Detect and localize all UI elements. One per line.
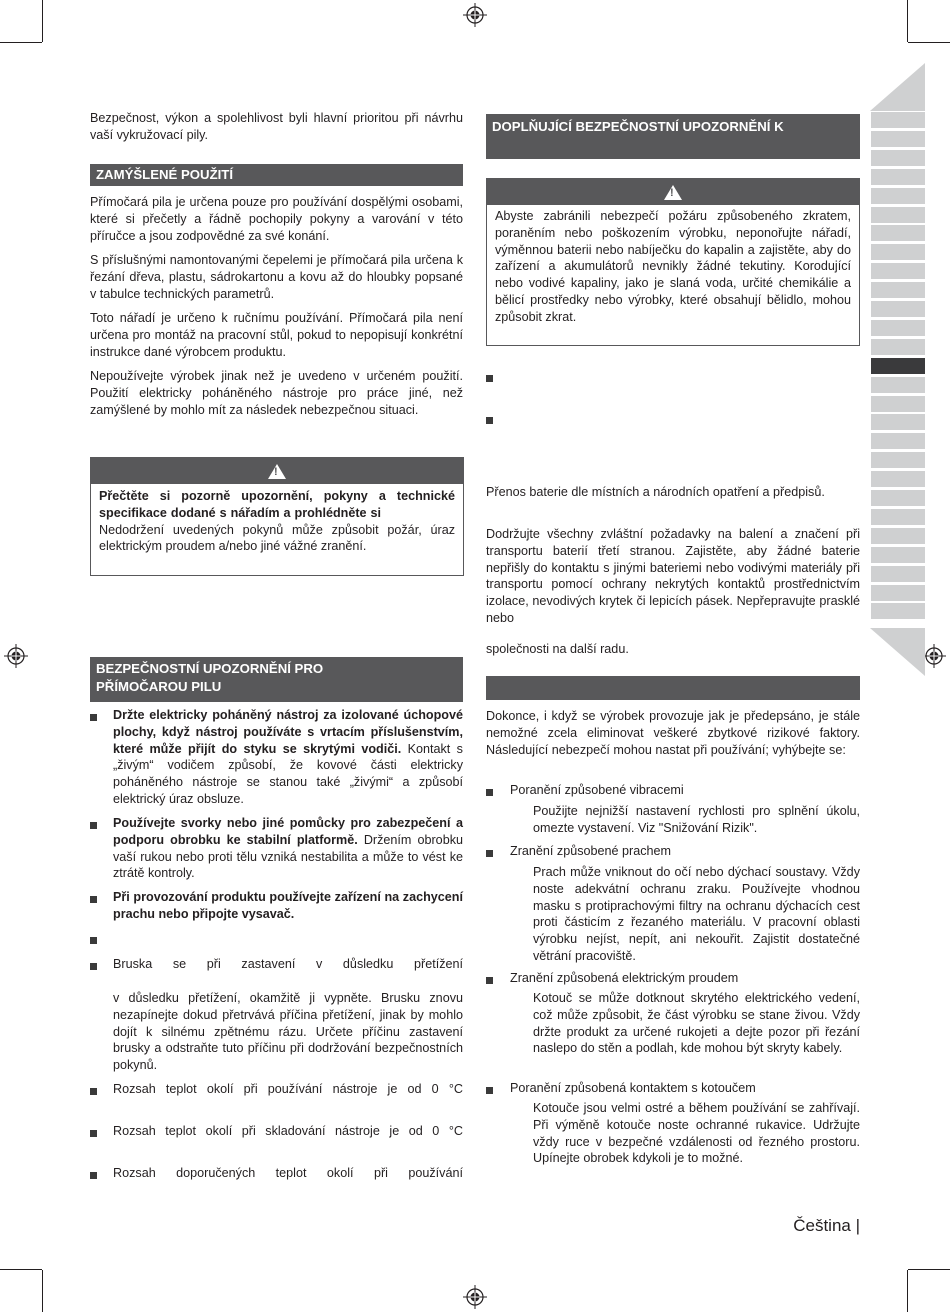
risk-title: Poranění způsobená kontaktem s kotoučem (510, 1081, 756, 1095)
jigsaw-bullet-5-continued: v důsledku přetížení, okamžitě ji vypněte. Brusku znovu nezapínejte dokud přetrvává příčina přetížení, jinak by mohlo dojít k silnému zpětnému rázu. Určete příčinu zastavení brusky a odstraňte tuto příčinu při dodržování bezpečnostních pokynů. (113, 991, 463, 1073)
warning-bar (91, 458, 463, 484)
language-tab (871, 566, 925, 582)
transport-paragraph: Dodržujte všechny zvláštní požadavky na balení a značení při transportu baterií třetí stranou. Zajistěte, aby žádné baterie nepřišly do kontaktu s jinými bateriemi nebo vodivými materiály při transportu pomocí ochrany nekrytých kontaktů prostřednictvím izolace, nevodivých krytek či lepicích pásek. Nepřepravujte prasklé nebo (486, 527, 860, 625)
intended-use-paragraph: S příslušnými namontovanými čepelemi je přímočará pila určena k řezání dřeva, plastu, sádrokartonu a kovu až do hloubky popsané v tabulce technických parametrů. (90, 253, 463, 301)
language-tab (871, 603, 925, 619)
bullet-bold: Držte elektricky poháněný nástroj za izolované úchopové plochy, když nástroj používáte s vrtacím příslušenstvím, které může přijít do styku se skrytými vodiči. (113, 708, 463, 756)
language-tab (871, 547, 925, 563)
warning-box (486, 178, 860, 346)
jigsaw-bullet-2 (113, 815, 463, 882)
language-tab (871, 301, 925, 317)
crop-mark (908, 42, 950, 43)
language-tab (871, 528, 925, 544)
warning-box (90, 457, 464, 576)
language-tab (871, 509, 925, 525)
language-tab (871, 585, 925, 601)
language-tab (871, 377, 925, 393)
warning-bar (487, 179, 859, 205)
intended-use-heading: ZAMÝŠLENÉ POUŽITÍ (90, 164, 463, 186)
transport-paragraph: společnosti na další radu. (486, 642, 629, 656)
risk-title: Zranění způsobená elektrickým proudem (510, 971, 739, 985)
registration-mark-icon (463, 1285, 487, 1309)
bullet-icon (486, 1087, 493, 1094)
risk-text: Prach může vniknout do očí nebo dýchací soustavy. Vždy noste adekvátní ochranu zraku. Používejte vhodnou masku s protiprachovými filtry na ochranu dýchacích cest proti částicím z řezaného materiálu. V pracovní oblasti výrobku nejíst, nepít, ani nekouřit. Zajistit dostatečné větrání pracoviště. (533, 865, 860, 963)
crop-mark (42, 1270, 43, 1312)
bullet-icon (486, 375, 493, 382)
warning-text: Abyste zabránili nebezpečí požáru způsobeného zkratem, poraněním nebo poškozením výrobku, neponořujte nářadí, výměnnou baterii nebo nabíječku do kapalin a zajistěte, aby do zařízení a akumulátorů nevnikly žádné tekutiny. Korodující nebo vodivé kapaliny, jako je slaná voda, určité chemikálie a bělicí prostředky nebo výrobky, které obsahují bělidlo, mohou způsobit zkrat. (495, 209, 851, 324)
language-tab-active (871, 358, 925, 374)
bullet-text: Kontakt s „živým“ vodičem způsobí, že kovové části elektricky poháněného nástroje se stanou také „živými“ a způsobí elektrický úraz obsluze. (113, 741, 463, 806)
jigsaw-bullet-8: Rozsah doporučených teplot okolí při používání (113, 1166, 463, 1180)
risk-title: Zranění způsobené prachem (510, 844, 672, 858)
intro-text: Bezpečnost, výkon a spolehlivost byli hlavní prioritou při návrhu vaší vykružovací pily. (90, 111, 463, 142)
language-tab (871, 396, 925, 412)
bullet-icon (486, 977, 493, 984)
risk-text: Použijte nejnižší nastavení rychlosti pro splnění úkolu, omezte vystavení. Viz "Snižování Rizik". (533, 804, 860, 835)
jigsaw-bullet-1 (113, 707, 463, 808)
bullet-text: Držením obrobku vaší rukou nebo proti tělu vzniká nestabilita a může to vést ke ztrátě kontroly. (113, 832, 463, 881)
registration-mark-icon (463, 3, 487, 27)
crop-mark (42, 0, 43, 42)
bullet-icon (90, 1088, 97, 1095)
bullet-icon (486, 417, 493, 424)
crop-mark (907, 0, 908, 42)
jigsaw-bullet-3 (113, 889, 463, 923)
intended-use-paragraph: Toto nářadí je určeno k ručnímu používání. Přímočará pila není určena pro montáž na pracovní stůl, pokud to nepopisují konkrétní instrukce dané výrobcem produktu. (90, 311, 463, 359)
risk-text: Kotouč se může dotknout skrytého elektrického vedení, což může způsobit, že část výrobku se stane živou. Vždy držte produkt za určené rukojeti a dejte pozor při řezání naslepo do stěn a podlah, kde mohou být skryty kabely. (533, 991, 860, 1056)
language-tab (871, 188, 925, 204)
bullet-icon (486, 850, 493, 857)
language-tab (871, 339, 925, 355)
bullet-icon (90, 937, 97, 944)
language-tab (871, 490, 925, 506)
language-tab (871, 282, 925, 298)
warning-icon (268, 464, 286, 479)
language-tab (871, 263, 925, 279)
crop-mark (908, 1269, 950, 1270)
crop-mark (0, 42, 42, 43)
page-language-label: Čeština | (793, 1216, 860, 1235)
language-tab (871, 207, 925, 223)
language-tab (871, 244, 925, 260)
risk-text: Kotouče jsou velmi ostré a během používání se zahřívají. Při výměně kotouče noste ochranné rukavice. Udržujte vždy ruce v bezpečné vzdálenosti od řezného prostoru. Upínejte obrobek kdykoli je to možné. (533, 1101, 860, 1166)
warning-bold-text: Přečtěte si pozorně upozornění, pokyny a technické specifikace dodané s nářadím a prohlédněte si (99, 489, 455, 520)
language-tab (871, 471, 925, 487)
jigsaw-bullet-6: Rozsah teplot okolí při používání nástroje je od 0 °C (113, 1082, 463, 1096)
language-tab (871, 320, 925, 336)
jigsaw-heading-line1: BEZPEČNOSTNÍ UPOZORNĚNÍ PRO (96, 661, 324, 676)
language-tab (871, 112, 925, 128)
intended-use-paragraph: Přímočará pila je určena pouze pro používání dospělými osobami, které si přečetly a řádně pochopily pokyny a varování v této příručce a jsou zodpovědné za své konání. (90, 195, 463, 243)
warning-rest-text: Nedodržení uvedených pokynů může způsobit požár, úraz elektrickým proudem a/nebo jiné vážné zranění. (99, 522, 455, 554)
crop-mark (907, 1270, 908, 1312)
additional-safety-heading: DOPLŇUJÍCÍ BEZPEČNOSTNÍ UPOZORNĚNÍ K (486, 114, 860, 159)
language-tab (871, 169, 925, 185)
intended-use-paragraph: Nepoužívejte výrobek jinak než je uvedeno v určeném použití. Použití elektricky poháněného nástroje pro práce jiné, než zamýšlené by mohlo mít za následek nebezpečnou situaci. (90, 369, 463, 417)
bullet-icon (90, 1172, 97, 1179)
warning-icon (664, 185, 682, 200)
bullet-bold: Používejte svorky nebo jiné pomůcky pro zabezpečení a podporu obrobku ke stabilní platformě. (113, 816, 463, 847)
jigsaw-heading-line2: PŘÍMOČAROU PILU (96, 679, 222, 694)
jigsaw-bullet-5: Bruska se při zastavení v důsledku přetížení (113, 957, 463, 971)
language-tab (871, 225, 925, 241)
language-tab (871, 131, 925, 147)
bullet-bold: Při provozování produktu používejte zařízení na zachycení prachu nebo připojte vysavač. (113, 890, 463, 921)
registration-mark-icon (4, 644, 28, 668)
bullet-icon (486, 789, 493, 796)
residual-risk-intro: Dokonce, i když se výrobek provozuje jak je předepsáno, je stále nemožné zcela eliminovat veškeré zbytkové rizikové faktory. Následující nebezpečí mohou nastat při používání; vyhýbejte se: (486, 709, 860, 757)
bullet-icon (90, 1130, 97, 1137)
bullet-icon (90, 822, 97, 829)
transport-paragraph: Přenos baterie dle místních a národních opatření a předpisů. (486, 485, 825, 499)
bullet-icon (90, 714, 97, 721)
jigsaw-bullet-7: Rozsah teplot okolí při skladování nástroje je od 0 °C (113, 1124, 463, 1138)
language-tab (871, 414, 925, 430)
bullet-icon (90, 963, 97, 970)
risk-title: Poranění způsobené vibracemi (510, 783, 684, 797)
language-tab (871, 452, 925, 468)
bullet-icon (90, 896, 97, 903)
warning-text (99, 488, 455, 555)
language-tab (871, 433, 925, 449)
language-tab (871, 150, 925, 166)
residual-risk-heading (486, 676, 860, 700)
jigsaw-safety-heading (90, 657, 463, 702)
crop-mark (0, 1269, 42, 1270)
